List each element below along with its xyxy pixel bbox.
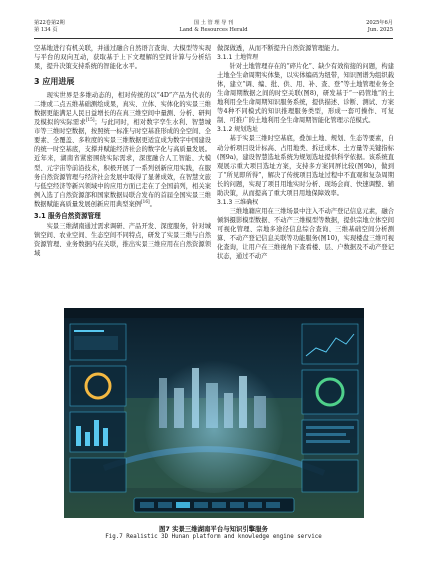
- top-bar: [64, 308, 364, 318]
- subsection-3-1-heading: 3.1 服务自然资源管理: [34, 211, 101, 220]
- page-number: 第 134 页: [34, 27, 58, 33]
- header-center: [34, 20, 393, 34]
- subsection-3-1-paragraph: 实景三维湖南通过需求调研、产品开发、深度服务，针对城镇空间、农业空间、生态空间不同特点，研发了实景三维与自然资源管理、业务数据内在关联，推出实景三维应用在自然资源领域: [34, 222, 211, 257]
- section-3-text-a: 现实世界是多维动态的，相对传统的以“4D”产品为代表的二维或二点五维基础测绘成果，真实、立体、实体化的实景三维数据更能满足人民日益增长的在真三维空间中量测、分析、研判及模拟的实际需求: [34, 92, 211, 127]
- bottom-toolbar: [134, 498, 294, 512]
- citation-16: [16]: [141, 198, 150, 204]
- figure-caption-cn: 图7 实景三维湖南平台与知识引擎服务: [159, 525, 268, 533]
- platform-screenshot: [64, 308, 364, 518]
- section-3-text-end: 。: [149, 200, 156, 208]
- right-dashboard-panel: [302, 324, 358, 492]
- right-column: [217, 44, 394, 261]
- section-3-paragraph: [34, 91, 211, 209]
- left-column: [34, 44, 211, 258]
- citation-15: [15]: [85, 117, 95, 123]
- issue-date-en: Jun. 2025: [367, 27, 393, 33]
- subsection-3-1-3-heading: 3.1.3 三维确权: [217, 198, 259, 206]
- figure-7-image: [64, 308, 364, 518]
- journal-title-en: Land & Resources Herald: [179, 27, 248, 33]
- header-right: [366, 20, 393, 34]
- journal-title-cn: 国 土 管 理 导 刊: [193, 20, 234, 26]
- issue-date-cn: 2025年6月: [366, 20, 393, 26]
- subsection-3-1-2-heading: 3.1.2 规划选址: [217, 126, 259, 134]
- section-3-heading: 3 应用进展: [34, 77, 75, 87]
- section-3-text-b: ；与此同时，相对数字孪生水利、智慧城市等三维时空数据，按照统一标准与时空基准形成的全空间、全要素、全覆盖、多粒度的实景三维数据更适宜成为数字中国建设的统一时空基底，支撑并赋能经济社会的数字化与高质量发展。近年来，湖南省紧密围绕实际需求，深度融合人工智能、大模型、元宇宙等前沿技术，积极开展了一系列创新应用实践，在服务自然资源管理与经济社会发展中取得了显著成效，在智慧文旅与低空经济等新兴领域中的应用方面已走在了全国前列，相关案例入选了自然资源部和国家数据局联合发布的首届全国实景三维数据赋能高质量发展创新应用典型案例: [34, 119, 212, 208]
- 3d-registration-paragraph: 三维地籍应用在三维场景中注入不动产登记信息元素，融合倾斜摄影模型数据、不动产三维模型等数据，提供宗地立体空间可视化管理、宗地多途径信息综合查询、三维基础空间分析测算、不动产登记信息关联等功能服务(图10)，实现楼盘三维可视化查询，让用户在三维视角下查看楼、层、户数据及不动产登记状态，通过不动产: [217, 207, 394, 261]
- continued-paragraph: 做深做透，从而不断提升自然资源管理能力。: [217, 45, 343, 52]
- intro-paragraph: 空基地进行有机关联，并通过融合自然语言查询、大模型等实现与平台的双向互动，获取基于上下文理解的空间计算与分析结果，提升决策支持系统的智能化水平。: [34, 45, 211, 71]
- site-selection-paragraph: 基于实景三维时空基底，叠加土地、规划、生态等要素，自动分析项目设计标高、占用地类、拆迁成本、土方量等关键指标(图9a)，建设智慧选址系统为规划选址提供科学依据。该系统直观展示重大项目选址方案，支持多方案同屏比较(图9b)，做到了“所见即所得”，解决了传统项目选址过程中不直观和复杂周期长的问题，实现了项目用地实时分析、现场会商、快速调整、辅助决策，从而提高了重大项目用地保障效率。: [217, 135, 394, 197]
- volume-label: 第22卷第2期: [34, 20, 65, 26]
- figure-caption-en: Fig.7 Realistic 3D Hunan platform and knowledge engine service: [105, 534, 322, 540]
- land-management-paragraph: 针对土地管理存在的“碎片化”、缺少有效衔接的问题，构建土地全生命周期实体集，以实体编码为纽带，知识图谱为组织载体，建立“调、编、批、供、用、补、查、登”等土地管理业务全生命周期数据之间的时空关联(图8)，研发基于“一码管地”的土地利用全生命周期知识服务系统，提供描述、诊断、测试、方案等4种不同模式的知识推理服务类型，形成一套可操作、可复制、可推广的土地利用全生命周期智能化管理示范模式。: [217, 63, 394, 125]
- header-divider: [34, 38, 393, 39]
- subsection-3-1-1-heading: 3.1.1 土地管理: [217, 54, 259, 62]
